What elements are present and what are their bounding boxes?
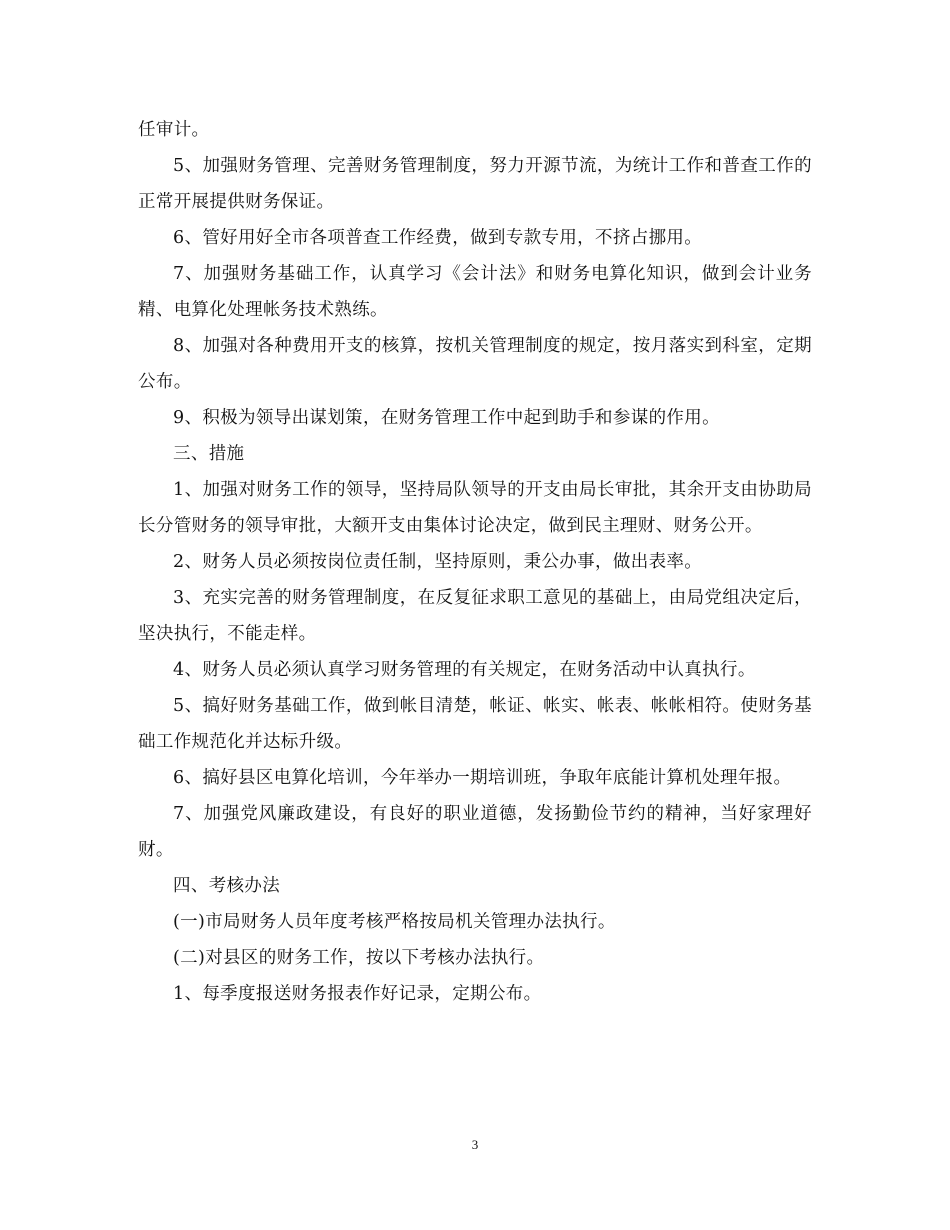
paragraph-item-9-advisory-role: 9、积极为领导出谋划策，在财务管理工作中起到助手和参谋的作用。 — [173, 408, 720, 428]
paragraph-item-7-accounting-basics: 7、加强财务基础工作，认真学习《会计法》和财务电算化知识，做到会计业务精、电算化处理帐务技术熟练。 — [138, 264, 812, 320]
paragraph-measure-4-regulations: 4、财务人员必须认真学习财务管理的有关规定，在财务活动中认真执行。 — [173, 660, 756, 680]
paragraph-measure-7-integrity: 7、加强党风廉政建设，有良好的职业道德，发扬勤俭节约的精神，当好家理好财。 — [138, 804, 812, 860]
paragraph-measure-6-training: 6、搞好县区电算化培训，今年举办一期培训班，争取年底能计算机处理年报。 — [173, 768, 792, 788]
paragraph-measure-2-responsibility: 2、财务人员必须按岗位责任制，坚持原则，秉公办事，做出表率。 — [173, 552, 703, 572]
section-heading-measures: 三、措施 — [173, 444, 245, 464]
page-number: 3 — [471, 1137, 479, 1152]
document-body — [138, 112, 812, 1012]
paragraph-audit-end: 任审计。 — [138, 120, 210, 140]
paragraph-measure-1-leadership: 1、加强对财务工作的领导，坚持局队领导的开支由局长审批，其余开支由协助局长分管财务的领导审批，大额开支由集体讨论决定，做到民主理财、财务公开。 — [138, 480, 812, 536]
paragraph-assessment-item-1-quarterly: 1、每季度报送财务报表作好记录，定期公布。 — [173, 984, 542, 1004]
paragraph-item-5-finance-management: 5、加强财务管理、完善财务管理制度，努力开源节流，为统计工作和普查工作的正常开展提供财务保证。 — [138, 156, 812, 212]
section-heading-assessment: 四、考核办法 — [173, 876, 281, 896]
paragraph-measure-5-accounts: 5、搞好财务基础工作，做到帐目清楚，帐证、帐实、帐表、帐帐相符。使财务基础工作规范化并达标升级。 — [138, 696, 812, 752]
paragraph-assessment-counties: (二)对县区的财务工作，按以下考核办法执行。 — [173, 948, 545, 968]
paragraph-measure-3-system: 3、充实完善的财务管理制度，在反复征求职工意见的基础上，由局党组决定后，坚决执行，不能走样。 — [138, 588, 812, 644]
paragraph-assessment-city-bureau: (一)市局财务人员年度考核严格按局机关管理办法执行。 — [173, 912, 616, 932]
paragraph-item-8-expense-accounting: 8、加强对各种费用开支的核算，按机关管理制度的规定，按月落实到科室，定期公布。 — [138, 336, 812, 392]
paragraph-item-6-census-funds: 6、管好用好全市各项普查工作经费，做到专款专用，不挤占挪用。 — [173, 228, 703, 248]
